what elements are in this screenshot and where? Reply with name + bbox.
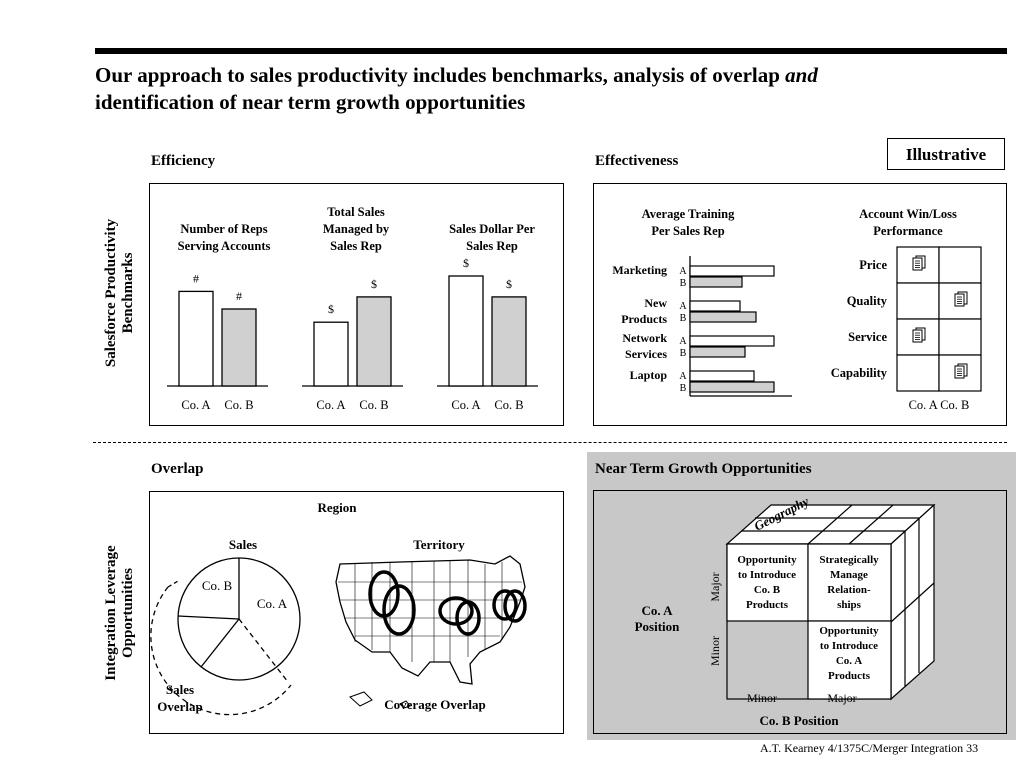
training-row-label: Marketing — [612, 263, 667, 277]
overlap-heading: Overlap — [151, 461, 204, 477]
efficiency-panel — [149, 183, 564, 426]
bar-category-label: Co. A — [451, 398, 481, 412]
bar-mark: $ — [506, 276, 512, 291]
illustrative-badge: Illustrative — [887, 138, 1005, 170]
header-rule — [95, 48, 1007, 54]
training-bar-b — [690, 382, 774, 392]
effectiveness-panel — [593, 183, 1007, 426]
bar-category-label: Co. A — [181, 398, 211, 412]
svg-text:Co. B: Co. B — [753, 584, 781, 596]
winloss-cell — [939, 247, 981, 283]
efficiency-chart-title: Number of Reps — [180, 222, 268, 236]
x-axis-label: Co. B Position — [759, 713, 839, 728]
winloss-row-label: Service — [848, 330, 887, 344]
bar-category-label: Co. B — [494, 398, 524, 412]
bar-category-label: Co. B — [359, 398, 389, 412]
y-axis-label: Position — [634, 619, 680, 634]
training-row-label: New — [644, 296, 667, 310]
growth-panel — [593, 490, 1007, 734]
winloss-title: Account Win/Loss — [859, 207, 957, 221]
effectiveness-charts — [594, 184, 1006, 425]
winloss-cell — [897, 355, 939, 391]
row-label-benchmarks: Salesforce Productivity Benchmarks — [103, 218, 136, 368]
training-chart-title: Average Training — [641, 207, 735, 221]
training-bar-a — [690, 336, 774, 346]
document-icon — [955, 364, 967, 378]
page-title: Our approach to sales productivity includes benchmarks, analysis of overlap and identification of near term growth opportunities — [95, 63, 818, 114]
overlap-graphic — [150, 492, 563, 733]
coverage-overlap-label: Coverage Overlap — [384, 697, 486, 712]
us-territory-map — [336, 556, 525, 708]
bar-mark: # — [236, 289, 242, 303]
training-row-label: Services — [625, 347, 667, 361]
sales-overlap-label: Sales — [165, 682, 195, 697]
growth-heading: Near Term Growth Opportunities — [595, 461, 812, 477]
efficiency-chart-title: Managed by — [322, 222, 390, 236]
row-label-opportunities: Integration Leverage Opportunities — [103, 545, 136, 681]
efficiency-chart-title: Serving Accounts — [177, 239, 271, 253]
svg-text:Manage: Manage — [830, 569, 868, 581]
efficiency-chart-title: Sales Rep — [466, 239, 518, 253]
efficiency-bar — [179, 291, 213, 386]
growth-matrix — [594, 491, 1006, 733]
overlap-panel — [149, 491, 564, 734]
training-bar-b — [690, 312, 756, 322]
geography-label: Geography — [751, 493, 812, 534]
series-label-b: B — [679, 278, 687, 289]
co-b-slice-label: Co. B — [201, 578, 233, 593]
winloss-row-label: Price — [859, 258, 887, 272]
svg-text:Opportunity: Opportunity — [737, 554, 797, 566]
efficiency-charts — [150, 184, 563, 425]
training-bar-a — [690, 266, 774, 276]
bar-mark: $ — [371, 276, 377, 291]
efficiency-heading: Efficiency — [151, 153, 216, 169]
winloss-row-label: Capability — [830, 366, 887, 380]
effectiveness-heading: Effectiveness — [595, 153, 679, 169]
svg-text:ships: ships — [837, 599, 861, 611]
efficiency-bar — [314, 322, 348, 386]
svg-text:Opportunity: Opportunity — [819, 625, 879, 637]
document-icon — [913, 256, 925, 270]
bar-mark: # — [193, 271, 199, 286]
efficiency-chart-title: Total Sales — [327, 205, 385, 219]
svg-text:Co. A: Co. A — [835, 655, 863, 667]
training-bar-b — [690, 347, 745, 357]
efficiency-bar — [492, 297, 526, 386]
efficiency-chart-title: Sales Dollar Per — [449, 222, 535, 236]
svg-text:Relation-: Relation- — [827, 584, 871, 596]
bar-mark: $ — [328, 302, 334, 317]
svg-text:Products: Products — [746, 599, 788, 611]
series-label-b: B — [679, 313, 687, 324]
winloss-columns-label: Co. A Co. B — [908, 398, 970, 412]
winloss-cell — [897, 283, 939, 319]
training-bar-a — [690, 371, 754, 381]
efficiency-bar — [449, 276, 483, 386]
x-major-label: Major — [827, 691, 857, 705]
efficiency-chart-title: Sales Rep — [330, 239, 382, 253]
y-axis-label: Co. A — [641, 603, 673, 618]
svg-text:to Introduce: to Introduce — [737, 569, 797, 581]
series-label-a: A — [679, 301, 687, 312]
region-label: Region — [317, 500, 357, 515]
footer-text: A.T. Kearney 4/1375C/Merger Integration 33 — [760, 741, 979, 755]
series-label-a: A — [679, 336, 687, 347]
winloss-row-label: Quality — [846, 294, 887, 308]
training-row-label: Network — [622, 331, 667, 345]
bar-mark: $ — [463, 256, 469, 270]
series-label-a: A — [679, 371, 687, 382]
training-bar-a — [690, 301, 740, 311]
x-minor-label: Minor — [747, 691, 777, 705]
sales-overlap-label: Overlap — [157, 699, 203, 714]
winloss-cell — [939, 319, 981, 355]
sales-label: Sales — [228, 537, 258, 552]
y-minor-label: Minor — [708, 636, 722, 666]
winloss-title: Performance — [873, 224, 943, 238]
co-a-slice-label: Co. A — [256, 596, 288, 611]
training-row-label: Laptop — [629, 368, 667, 382]
document-icon — [913, 328, 925, 342]
bar-category-label: Co. A — [316, 398, 346, 412]
training-row-label: Products — [621, 312, 667, 326]
section-divider — [93, 442, 1007, 443]
svg-text:Strategically: Strategically — [819, 554, 879, 566]
territory-label: Territory — [413, 537, 465, 552]
training-chart-title: Per Sales Rep — [651, 224, 725, 238]
efficiency-bar — [357, 297, 391, 386]
series-label-b: B — [679, 348, 687, 359]
document-icon — [955, 292, 967, 306]
series-label-a: A — [679, 266, 687, 277]
svg-text:Products: Products — [828, 670, 870, 682]
svg-text:to Introduce: to Introduce — [819, 640, 879, 652]
y-major-label: Major — [708, 572, 722, 602]
efficiency-bar — [222, 309, 256, 386]
training-bar-b — [690, 277, 742, 287]
series-label-b: B — [679, 383, 687, 394]
bar-category-label: Co. B — [224, 398, 254, 412]
